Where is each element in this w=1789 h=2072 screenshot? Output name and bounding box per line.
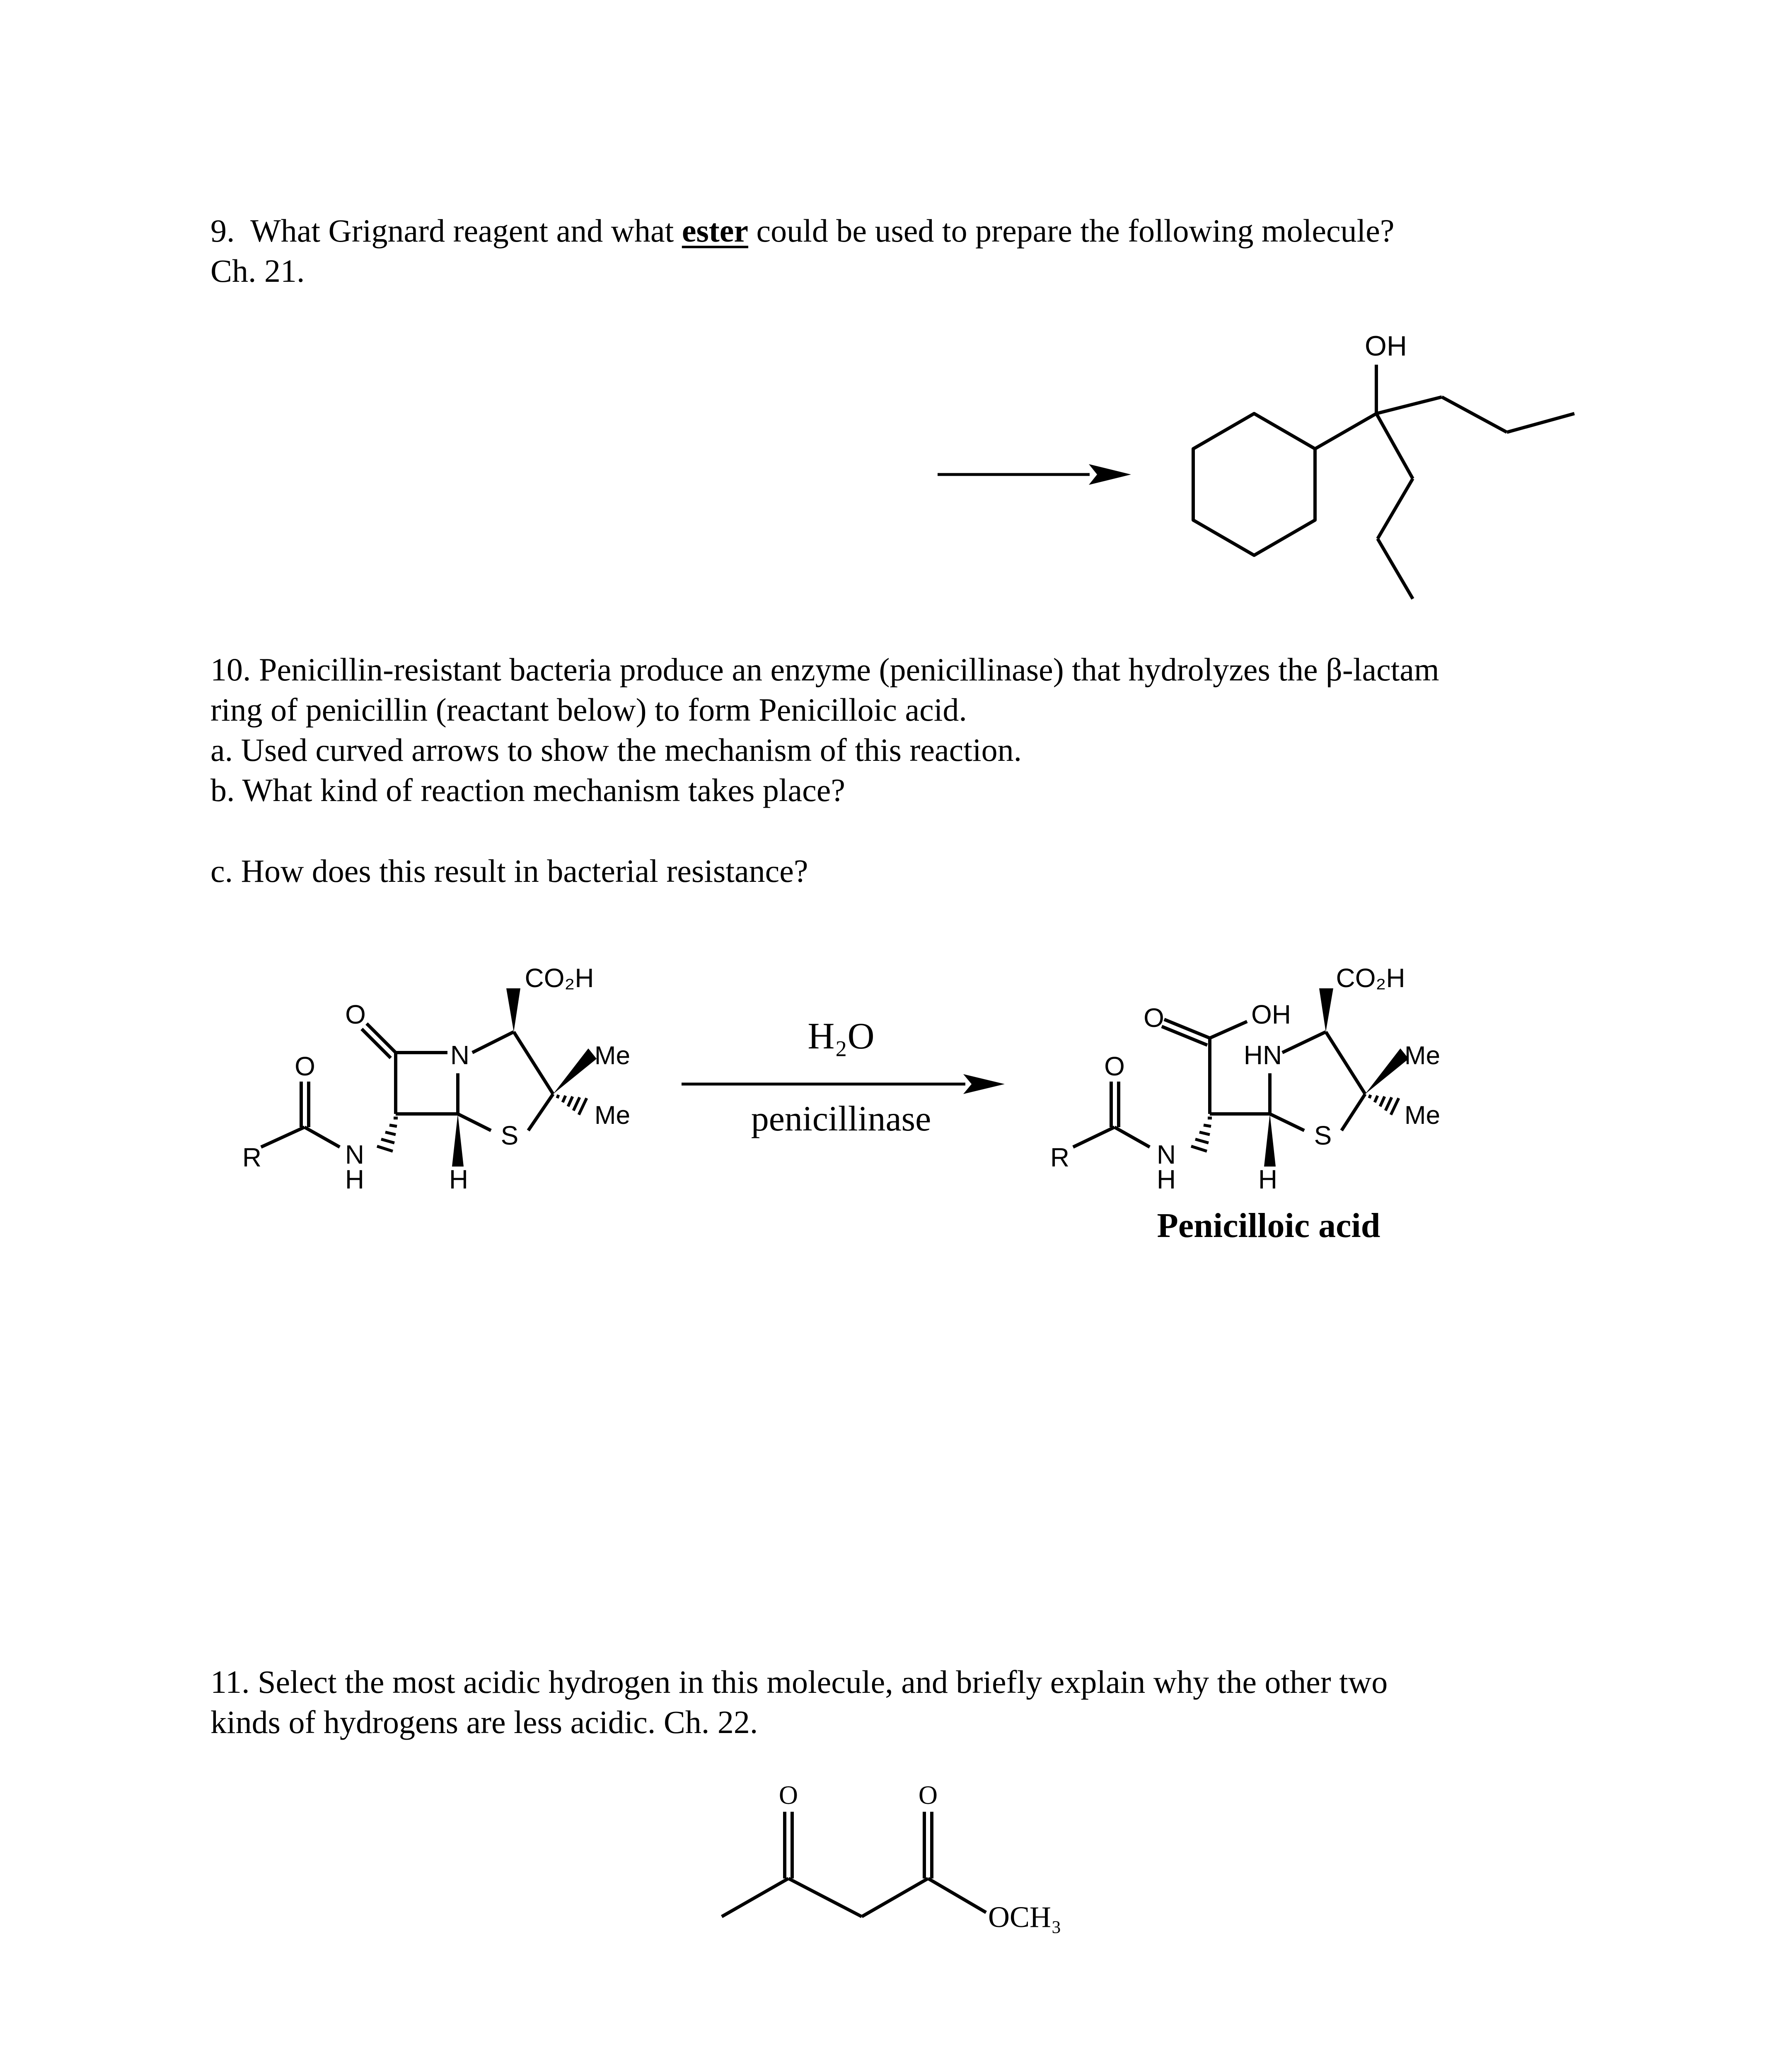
- hash-nh: [377, 1118, 398, 1151]
- wedge-h: [1264, 1114, 1276, 1167]
- q11-o-label: O: [918, 1780, 938, 1810]
- cyclohexane-ring: [1193, 414, 1315, 555]
- q11-o-label: O: [778, 1780, 798, 1810]
- q9-reaction-arrow: [938, 464, 1131, 485]
- label-co2h: CO₂H: [525, 963, 594, 993]
- q9-oh-label: OH: [1365, 330, 1407, 362]
- q11-och3-label: OCH₃: [988, 1900, 1062, 1934]
- q10-part-b: b. What kind of reaction mechanism takes place?: [210, 772, 845, 808]
- label-h: H: [1258, 1164, 1278, 1194]
- label-me: Me: [1404, 1041, 1441, 1070]
- label-hn: HN: [1243, 1040, 1282, 1070]
- label-n: N: [345, 1140, 365, 1169]
- wedge-me: [1365, 1048, 1409, 1094]
- q11-line2: kinds of hydrogens are less acidic. Ch. 22.: [210, 1704, 758, 1740]
- label-h: H: [1156, 1164, 1176, 1194]
- q10-part-a: a. Used curved arrows to show the mechanism of this reaction.: [210, 732, 1022, 768]
- label-h: H: [345, 1164, 365, 1194]
- label-r: R: [242, 1143, 262, 1172]
- q9-number: 9.: [210, 213, 235, 249]
- q11-molecule: [722, 1812, 986, 1917]
- label-r: R: [1050, 1143, 1070, 1172]
- label-n: N: [1156, 1140, 1176, 1169]
- label-h: H: [449, 1164, 469, 1194]
- label-o: O: [345, 1000, 366, 1029]
- wedge-co2h: [1319, 988, 1333, 1032]
- wedge-me: [553, 1048, 597, 1094]
- q9-chapter: Ch. 21.: [210, 253, 305, 289]
- penicillin-reactant: [242, 963, 630, 1194]
- label-s: S: [500, 1121, 519, 1150]
- reagent-water: H₂O: [807, 1016, 875, 1057]
- label-o: O: [295, 1051, 315, 1081]
- q9-ester-emphasis: ester: [682, 213, 749, 249]
- label-me: Me: [594, 1041, 631, 1070]
- label-s: S: [1314, 1121, 1332, 1150]
- label-me: Me: [1404, 1101, 1441, 1130]
- q10-part-c: c. How does this result in bacterial resistance?: [210, 853, 808, 889]
- hash-me: [557, 1095, 587, 1115]
- label-o: O: [1144, 1003, 1164, 1033]
- reagent-penicillinase: penicillinase: [751, 1099, 931, 1138]
- penicilloic-acid-product: [1050, 963, 1440, 1194]
- label-co2h: CO₂H: [1336, 963, 1405, 993]
- label-o: O: [1104, 1051, 1125, 1081]
- label-n: N: [450, 1040, 470, 1070]
- hash-me: [1369, 1095, 1399, 1115]
- label-oh: OH: [1251, 1000, 1291, 1029]
- hash-nh: [1191, 1118, 1212, 1151]
- q10-reaction-arrow: [682, 1074, 1005, 1094]
- product-name: Penicilloic acid: [1157, 1206, 1380, 1245]
- q11-line1: 11. Select the most acidic hydrogen in this molecule, and briefly explain why the other two: [210, 1664, 1388, 1700]
- label-me: Me: [594, 1101, 631, 1130]
- q9-text-post: could be used to prepare the following molecule?: [756, 213, 1395, 249]
- wedge-h: [452, 1114, 464, 1167]
- q10-line2: ring of penicillin (reactant below) to form Penicilloic acid.: [210, 692, 967, 728]
- q10-line1: 10. Penicillin-resistant bacteria produce an enzyme (penicillinase) that hydrolyzes the β-lactam: [210, 651, 1439, 687]
- wedge-co2h: [506, 988, 520, 1032]
- q9-text-pre: What Grignard reagent and what: [250, 213, 674, 249]
- q9-product-molecule: [1193, 365, 1574, 599]
